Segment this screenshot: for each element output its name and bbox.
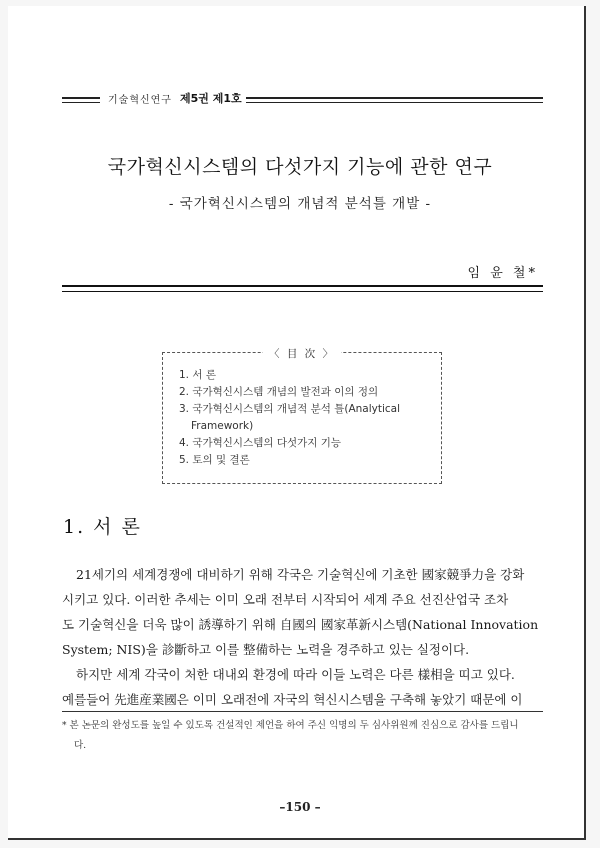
header-rule-left [62, 97, 100, 103]
toc-item-continuation: Framework) [191, 420, 254, 432]
footnote-text-continued: 다. [74, 740, 87, 751]
toc-list [179, 367, 433, 469]
toc-heading: 〈 目 次 〉 [263, 348, 341, 360]
issue-label: 제5권 제1호 [180, 92, 242, 105]
footnote-mark: * [62, 721, 67, 731]
header-rule-right [246, 97, 543, 103]
paper-title: 국가혁신시스템의 다섯가지 기능에 관한 연구 [107, 156, 493, 178]
body-line: System; NIS)을 診斷하고 이를 整備하는 노력을 경주하고 있는 실정이다. [62, 642, 470, 657]
body-line: 예를들어 先進産業國은 이미 오래전에 자국의 혁신시스템을 구축해 놓았기 때문에 이 [62, 692, 523, 707]
section-heading: 1. 서 론 [63, 516, 142, 538]
toc-item: 3. 국가혁신시스템의 개념적 분석 틀(Analytical [179, 403, 401, 415]
body-text [62, 562, 543, 712]
footnote-text: 본 논문의 완성도를 높일 수 있도록 건설적인 제언을 하여 주신 익명의 두 심사위원께 진심으로 감사를 드립니 [69, 720, 519, 731]
toc-item: 5. 토의 및 결론 [179, 454, 250, 466]
paper-subtitle: - 국가혁신시스템의 개념적 분석틀 개발 - [168, 196, 432, 212]
footnote-rule [62, 711, 543, 712]
toc-item: 1. 서 론 [179, 369, 216, 381]
footnote [62, 716, 543, 755]
table-of-contents [162, 348, 442, 484]
journal-name: 기술혁신연구 [108, 95, 172, 106]
toc-item: 4. 국가혁신시스템의 다섯가지 기능 [179, 437, 342, 449]
body-line: 하지만 세계 각국이 처한 대내외 환경에 따라 이들 노력은 다른 樣相을 띠고 있다. [76, 667, 515, 682]
body-line: 21세기의 세계경쟁에 대비하기 위해 각국은 기술혁신에 기초한 國家競爭力을 강화 [76, 567, 525, 582]
body-line: 도 기술혁신을 더욱 많이 誘導하기 위해 自國의 國家革新시스템(National Innovation [62, 617, 539, 632]
body-line: 시키고 있다. 이러한 추세는 이미 오래 전부터 시작되어 세계 주요 선진산업국 조차 [62, 592, 509, 607]
toc-item: 2. 국가혁신시스템 개념의 발전과 이의 정의 [179, 386, 379, 398]
page-number: –150 – [279, 800, 321, 814]
title-divider [62, 285, 543, 292]
running-header [62, 91, 543, 111]
author-name: 임 윤 철* [467, 266, 538, 281]
